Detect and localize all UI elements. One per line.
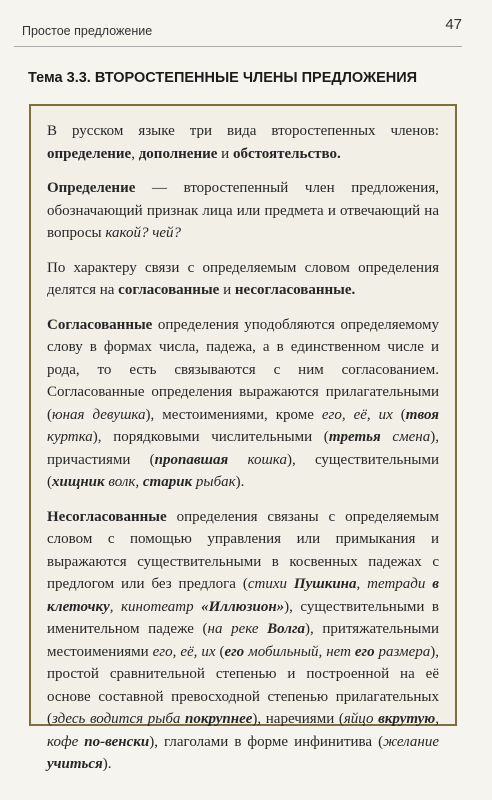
header-divider bbox=[14, 46, 462, 47]
agreed-definitions-paragraph: Согласованные определения уподобляются определяемому слову в формах числа, падежа, а в единственном числе и рода, то есть связываются с ним согласованием. Согласованные определения выражаются прилагательными (юная девушка), местоимениями, кроме его, её, их (твоя куртка), порядковыми числительными (третья смена), причастиями (пропавшая кошка), существительными (хищник волк, старик рыбак). bbox=[47, 316, 439, 490]
definition-paragraph: Определение — второстепенный член предложения, обозначающий признак лица или предмета и отвечающий на вопросы какой? чей? bbox=[47, 180, 439, 241]
rule-box bbox=[29, 104, 457, 772]
non-agreed-definitions-paragraph: Несогласованные определения связаны с определяемым словом с помощью управления или примыкания и выражаются существительными в косвенных падежах с предлогом или без предлога (стихи Пушкина, тетради в клеточку, кинотеатр «Иллюзион»), существительными в именительном падеже (на реке Волга), притяжательными местоимениями его, её, их (его мобильный, нет его размера), простой сравнительной степенью и построенной на её основе составной превосходной степенью прилагательных (здесь водится рыба покрупнее), наречиями (яйцо вкрутую, кофе по-венски), глаголами в форме инфинитива (желание учиться). bbox=[47, 508, 440, 772]
running-head: Простое предложение bbox=[22, 24, 153, 38]
section-title: Тема 3.3. ВТОРОСТЕПЕННЫЕ ЧЛЕНЫ ПРЕДЛОЖЕНИЯ bbox=[28, 70, 418, 86]
page-number: 47 bbox=[445, 16, 462, 33]
intro-paragraph: В русском языке три вида второстепенных членов: определение, дополнение и обстоятельство. bbox=[47, 123, 439, 162]
classification-paragraph: По характеру связи с определяемым словом определения делятся на согласованные и несогласованные. bbox=[47, 259, 439, 298]
